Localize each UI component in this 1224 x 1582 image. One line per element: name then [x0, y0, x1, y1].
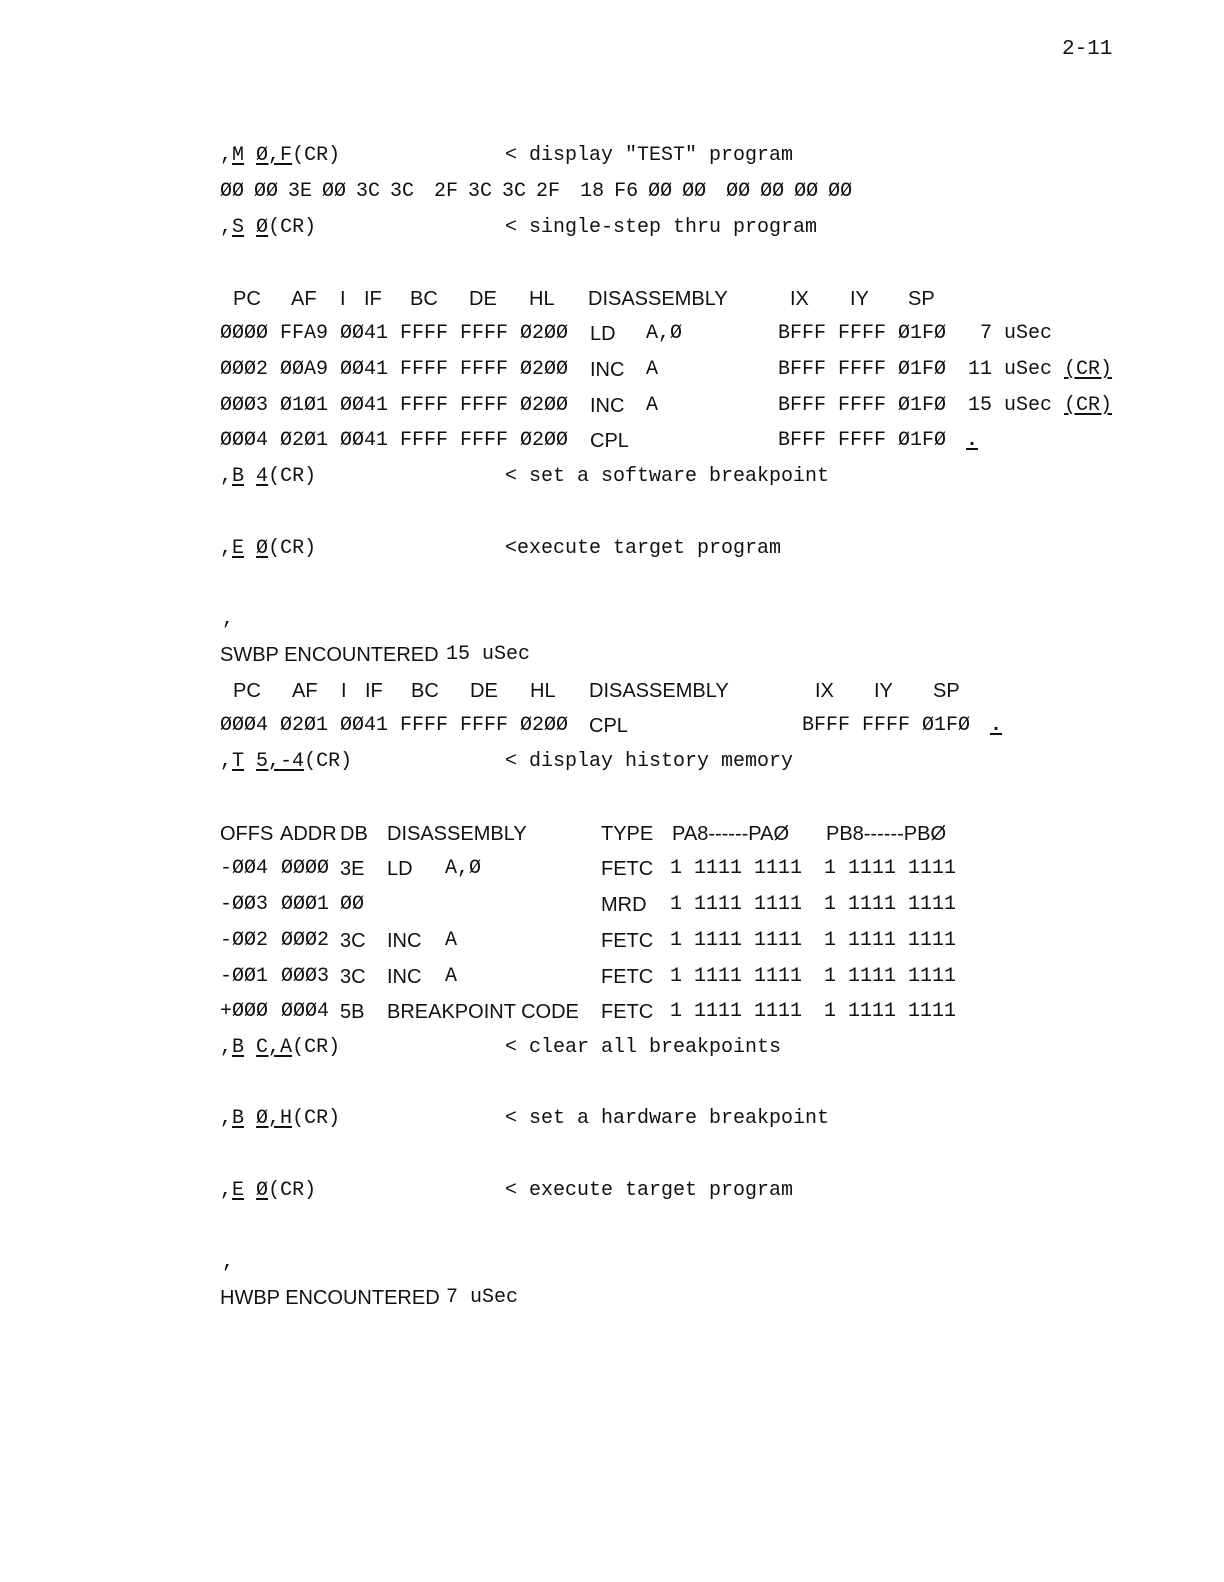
- offset: -ØØ1: [220, 965, 269, 988]
- cycle-time: [968, 394, 1112, 418]
- header-ix: IX: [790, 288, 809, 310]
- comment: < set a software breakpoint: [505, 465, 830, 488]
- hwbp-message: HWBP ENCOUNTERED: [220, 1287, 440, 1309]
- header-de: DE: [470, 680, 498, 702]
- command-args: Ø: [256, 216, 269, 239]
- command-args: Ø,F: [256, 144, 293, 167]
- header-hl: HL: [530, 680, 556, 702]
- carriage-return: (CR): [292, 144, 341, 167]
- data-byte: 3C: [340, 966, 366, 988]
- port-b: 1 1111 1111: [824, 857, 957, 880]
- opcode: LD: [590, 323, 616, 345]
- command-line-execute: [220, 1179, 316, 1203]
- command-line-hardware-breakpoint: [220, 1107, 340, 1131]
- comment: < set a hardware breakpoint: [505, 1107, 830, 1130]
- port-b: 1 1111 1111: [824, 1000, 957, 1023]
- command-args: Ø,H: [256, 1107, 293, 1130]
- command-letter: E: [232, 1179, 245, 1202]
- carriage-return: .: [990, 714, 1003, 737]
- operand: A,Ø: [445, 857, 482, 880]
- data-byte: 5B: [340, 1001, 365, 1023]
- carriage-return: .: [966, 429, 979, 452]
- cycle-time: [968, 322, 1052, 346]
- command-letter: T: [232, 750, 245, 773]
- swbp-time: 15 uSec: [446, 643, 531, 666]
- header-af: AF: [292, 680, 318, 702]
- command-letter: B: [232, 1107, 245, 1130]
- operand: A,Ø: [646, 322, 683, 345]
- carriage-return: (CR): [268, 537, 317, 560]
- command-line-clear-breakpoints: [220, 1036, 340, 1060]
- command-line-single-step: [220, 216, 316, 240]
- opcode: CPL: [590, 430, 629, 452]
- port-b: 1 1111 1111: [824, 965, 957, 988]
- opcode: LD: [387, 858, 413, 880]
- prompt: ,: [220, 216, 233, 239]
- port-b: 1 1111 1111: [824, 893, 957, 916]
- command-letter: E: [232, 537, 245, 560]
- offset: +ØØØ: [220, 1000, 269, 1023]
- offset: -ØØ4: [220, 857, 269, 880]
- cycle-type: FETC: [601, 966, 654, 988]
- prompt: ,: [222, 1251, 235, 1274]
- carriage-return: (CR): [1064, 394, 1113, 417]
- header-type: TYPE: [601, 823, 654, 845]
- comment: < clear all breakpoints: [505, 1036, 782, 1059]
- carriage-return: (CR): [304, 750, 353, 773]
- cycle-type: FETC: [601, 930, 654, 952]
- carriage-return: (CR): [268, 216, 317, 239]
- prompt: ,: [220, 465, 233, 488]
- index-registers: BFFF FFFF Ø1FØ: [778, 429, 947, 452]
- header-iy: IY: [850, 288, 869, 310]
- operand: A: [646, 394, 659, 417]
- command-args: Ø: [256, 1179, 269, 1202]
- register-values: ØØØ2 ØØA9 ØØ41 FFFF FFFF Ø2ØØ: [220, 358, 569, 381]
- header-i: I: [340, 288, 346, 310]
- header-bc: BC: [410, 288, 438, 310]
- offset: -ØØ3: [220, 893, 269, 916]
- operand: A: [646, 358, 659, 381]
- data-byte: ØØ: [340, 893, 365, 916]
- space: [244, 144, 256, 167]
- command-letter: S: [232, 216, 245, 239]
- header-disassembly: DISASSEMBLY: [589, 680, 729, 702]
- space: [244, 537, 256, 560]
- header-i: I: [341, 680, 347, 702]
- command-args: Ø: [256, 537, 269, 560]
- prompt: ,: [220, 1179, 233, 1202]
- comment: <execute target program: [505, 537, 782, 560]
- comment: < display "TEST" program: [505, 144, 794, 167]
- index-registers: BFFF FFFF Ø1FØ: [802, 714, 971, 737]
- header-de: DE: [469, 288, 497, 310]
- command-line-trace: [220, 750, 352, 774]
- register-values: ØØØ3 Ø1Ø1 ØØ41 FFFF FFFF Ø2ØØ: [220, 394, 569, 417]
- cycle-type: FETC: [601, 1001, 654, 1023]
- data-byte: 3C: [340, 930, 366, 952]
- carriage-return: (CR): [268, 1179, 317, 1202]
- prompt: ,: [220, 1036, 233, 1059]
- index-registers: BFFF FFFF Ø1FØ: [778, 322, 947, 345]
- operand: A: [445, 965, 458, 988]
- address: ØØØ3: [281, 965, 330, 988]
- prompt: ,: [222, 608, 235, 631]
- space: [244, 1107, 256, 1130]
- command-letter: M: [232, 144, 245, 167]
- space: [244, 465, 256, 488]
- port-a: 1 1111 1111: [670, 893, 803, 916]
- space: [244, 1179, 256, 1202]
- header-if: IF: [364, 288, 382, 310]
- command-letter: B: [232, 1036, 245, 1059]
- command-args: C,A: [256, 1036, 293, 1059]
- opcode: BREAKPOINT CODE: [387, 1001, 579, 1023]
- prompt: ,: [220, 1107, 233, 1130]
- address: ØØØ2: [281, 929, 330, 952]
- time-value: 11 uSec: [968, 358, 1065, 381]
- port-a: 1 1111 1111: [670, 965, 803, 988]
- command-args: 5,-4: [256, 750, 305, 773]
- command-letter: B: [232, 465, 245, 488]
- address: ØØØØ: [281, 857, 330, 880]
- carriage-return: (CR): [292, 1107, 341, 1130]
- opcode: INC: [590, 395, 625, 417]
- port-b: 1 1111 1111: [824, 929, 957, 952]
- header-pc: PC: [233, 680, 261, 702]
- opcode: INC: [387, 930, 422, 952]
- header-disassembly: DISASSEMBLY: [387, 823, 527, 845]
- space: [244, 1036, 256, 1059]
- comment: < display history memory: [505, 750, 794, 773]
- header-offs: OFFS: [220, 823, 274, 845]
- command-args: 4: [256, 465, 269, 488]
- prompt: ,: [220, 750, 233, 773]
- opcode: INC: [387, 966, 422, 988]
- header-ix: IX: [815, 680, 834, 702]
- cycle-time: [968, 358, 1112, 382]
- header-addr: ADDR: [280, 823, 337, 845]
- carriage-return: (CR): [268, 465, 317, 488]
- header-hl: HL: [529, 288, 555, 310]
- header-pb: PB8------PBØ: [826, 823, 946, 845]
- hwbp-time: 7 uSec: [446, 1286, 519, 1309]
- page-number: 2-11: [1062, 38, 1113, 61]
- swbp-message: SWBP ENCOUNTERED: [220, 644, 439, 666]
- index-registers: BFFF FFFF Ø1FØ: [778, 394, 947, 417]
- offset: -ØØ2: [220, 929, 269, 952]
- memory-dump: ØØ ØØ 3E ØØ 3C 3C 2F 3C 3C 2F 18 F6 ØØ ØØ ØØ ØØ ØØ ØØ: [220, 180, 853, 203]
- header-af: AF: [291, 288, 317, 310]
- port-a: 1 1111 1111: [670, 929, 803, 952]
- header-iy: IY: [874, 680, 893, 702]
- header-if: IF: [365, 680, 383, 702]
- opcode: CPL: [589, 715, 628, 737]
- port-a: 1 1111 1111: [670, 857, 803, 880]
- cycle-type: MRD: [601, 894, 647, 916]
- header-db: DB: [340, 823, 368, 845]
- header-sp: SP: [933, 680, 960, 702]
- prompt: ,: [220, 144, 233, 167]
- comment: < single-step thru program: [505, 216, 818, 239]
- address: ØØØ1: [281, 893, 330, 916]
- header-pc: PC: [233, 288, 261, 310]
- operand: A: [445, 929, 458, 952]
- command-line-execute: [220, 537, 316, 561]
- carriage-return: (CR): [292, 1036, 341, 1059]
- header-pa: PA8------PAØ: [672, 823, 790, 845]
- port-a: 1 1111 1111: [670, 1000, 803, 1023]
- command-line-breakpoint: [220, 465, 316, 489]
- address: ØØØ4: [281, 1000, 330, 1023]
- space: [244, 750, 256, 773]
- data-byte: 3E: [340, 858, 365, 880]
- register-values: ØØØØ FFA9 ØØ41 FFFF FFFF Ø2ØØ: [220, 322, 569, 345]
- header-disassembly: DISASSEMBLY: [588, 288, 728, 310]
- time-value: 7 uSec: [968, 322, 1053, 345]
- cycle-type: FETC: [601, 858, 654, 880]
- register-values: ØØØ4 Ø2Ø1 ØØ41 FFFF FFFF Ø2ØØ: [220, 429, 569, 452]
- comment: < execute target program: [505, 1179, 794, 1202]
- cycle-time: [966, 429, 978, 453]
- command-line-display: [220, 144, 340, 168]
- header-sp: SP: [908, 288, 935, 310]
- index-registers: BFFF FFFF Ø1FØ: [778, 358, 947, 381]
- prompt: ,: [220, 537, 233, 560]
- space: [244, 216, 256, 239]
- register-values: ØØØ4 Ø2Ø1 ØØ41 FFFF FFFF Ø2ØØ: [220, 714, 569, 737]
- opcode: INC: [590, 359, 625, 381]
- carriage-return: (CR): [1064, 358, 1113, 381]
- time-value: 15 uSec: [968, 394, 1065, 417]
- header-bc: BC: [411, 680, 439, 702]
